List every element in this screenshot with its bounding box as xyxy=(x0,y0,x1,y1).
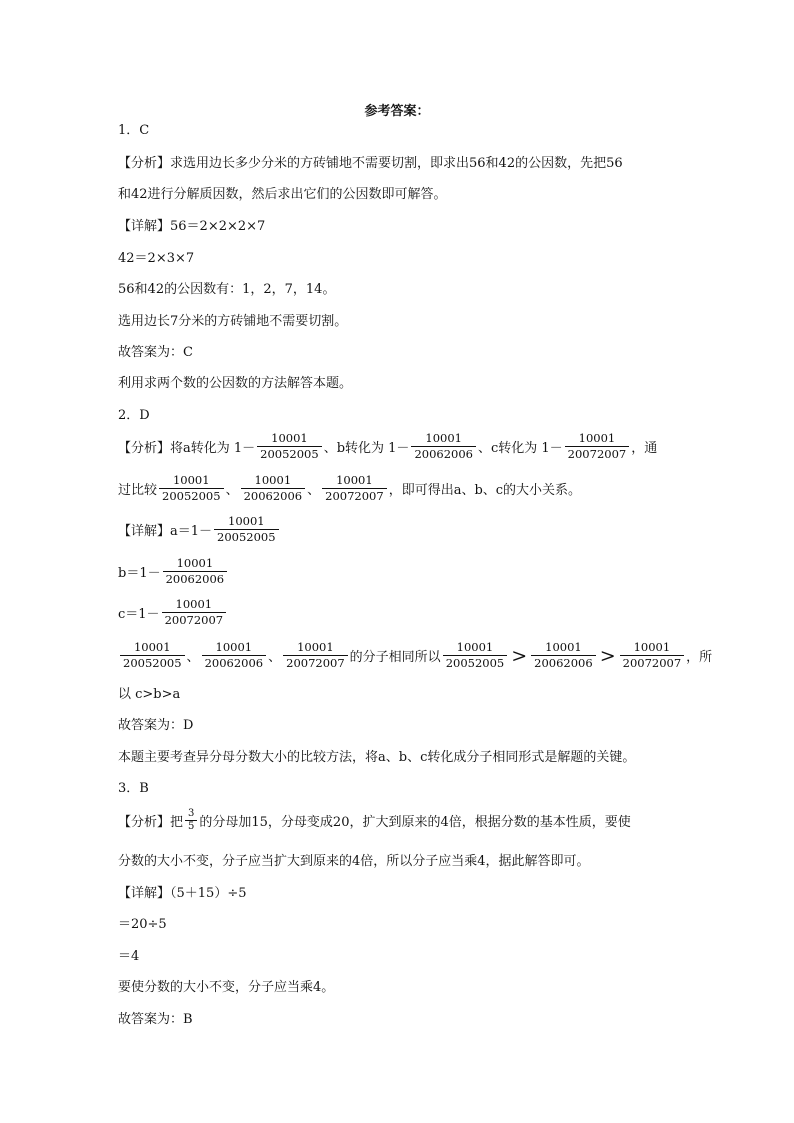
q2-detail-c-label: c＝1－ xyxy=(118,607,160,622)
q2-conclusion: 以 c>b>a xyxy=(118,687,181,702)
q1-detail-line4: 选用边长7分米的方砖铺地不需要切割。 xyxy=(118,314,348,329)
q3-detail-line3: ＝4 xyxy=(118,949,140,964)
q2-analysis-text-c: 、c转化为 1－ xyxy=(477,441,563,456)
fraction-a: $\frac{10001}{20052005}$ xyxy=(159,474,224,503)
q3-analysis-text-b: 的分母加15，分母变成20，扩大到原来的4倍，根据分数的基本性质，要使 xyxy=(199,815,631,830)
q2-comparison-end: ，所 xyxy=(686,650,713,665)
fraction-c: $\frac{10001}{20072007}$ xyxy=(283,641,348,670)
q2-number: 2．D xyxy=(118,408,150,423)
fraction-b: $\frac{10001}{20062006}$ xyxy=(531,641,596,670)
q2-analysis-line1 xyxy=(118,432,657,461)
q2-analysis-text-b: 、b转化为 1－ xyxy=(323,441,410,456)
fraction-a: $\frac{10001}{20052005}$ xyxy=(443,641,508,670)
separator: 、 xyxy=(307,483,321,498)
fraction-c: $\frac{10001}{20072007}$ xyxy=(322,474,387,503)
q2-detail-a-label: 【详解】a＝1－ xyxy=(118,524,213,539)
q3-detail-line4: 要使分数的大小不变，分子应当乘4。 xyxy=(118,980,335,995)
q1-number: 1．C xyxy=(118,123,150,138)
fraction-c: $\frac{10001}{20072007}$ xyxy=(162,598,227,627)
q2-detail-c xyxy=(118,598,228,627)
q2-detail-a xyxy=(118,515,281,544)
fraction-b: $\frac{10001}{20062006}$ xyxy=(411,432,476,461)
fraction-a: $\frac{10001}{20052005}$ xyxy=(214,515,279,544)
q1-analysis-line1: 【分析】求选用边长多少分米的方砖铺地不需要切割，即求出56和42的公因数，先把56 xyxy=(118,156,623,171)
q3-analysis-line1 xyxy=(118,809,631,832)
q1-detail-line3: 56和42的公因数有：1，2，7，14。 xyxy=(118,282,336,297)
fraction-c: $\frac{10001}{20072007}$ xyxy=(620,641,685,670)
q2-comment: 本题主要考查异分母分数大小的比较方法，将a、b、c转化成分子相同形式是解题的关键。 xyxy=(118,750,636,765)
q2-analysis2-text-end: ，即可得出a、b、c的大小关系。 xyxy=(388,483,582,498)
fraction-a: $\frac{10001}{20052005}$ xyxy=(257,432,322,461)
q3-number: 3．B xyxy=(118,781,149,796)
q1-comment: 利用求两个数的公因数的方法解答本题。 xyxy=(118,376,353,391)
q3-detail-line1: 【详解】（5＋15）÷5 xyxy=(118,886,247,901)
separator: 、 xyxy=(225,483,239,498)
separator: 、 xyxy=(268,650,282,665)
q2-answer: 故答案为：D xyxy=(118,718,194,733)
separator: 、 xyxy=(186,650,200,665)
greater-than-sign: > xyxy=(599,644,616,667)
greater-than-sign: > xyxy=(511,644,528,667)
fraction-three-fifths: $\frac{3}{5}$ xyxy=(185,809,197,832)
fraction-b: $\frac{10001}{20062006}$ xyxy=(202,641,267,670)
q2-comparison-text: 的分子相同所以 xyxy=(349,650,441,665)
fraction-b: $\frac{10001}{20062006}$ xyxy=(163,557,228,586)
fraction-c: $\frac{10001}{20072007}$ xyxy=(565,432,630,461)
q2-analysis2-text-a: 过比较 xyxy=(118,483,158,498)
q1-detail-line2: 42＝2×3×7 xyxy=(118,251,195,266)
fraction-a: $\frac{10001}{20052005}$ xyxy=(120,641,185,670)
q1-answer: 故答案为：C xyxy=(118,345,193,360)
q1-analysis-line2: 和42进行分解质因数，然后求出它们的公因数即可解答。 xyxy=(118,187,447,202)
q2-analysis-text-end: ，通 xyxy=(631,441,658,456)
q3-answer: 故答案为：B xyxy=(118,1012,193,1027)
q2-detail-b-label: b＝1－ xyxy=(118,566,161,581)
q1-detail-line1: 【详解】56＝2×2×2×7 xyxy=(118,219,266,234)
q2-analysis-text-a: 【分析】将a转化为 1－ xyxy=(118,441,256,456)
q3-analysis-text-a: 【分析】把 xyxy=(118,815,184,830)
q2-comparison-line xyxy=(118,641,712,670)
q2-detail-b xyxy=(118,557,229,586)
q3-detail-line2: ＝20÷5 xyxy=(118,917,167,932)
page-title: 参考答案： xyxy=(364,104,430,119)
fraction-b: $\frac{10001}{20062006}$ xyxy=(241,474,306,503)
q2-analysis-line2 xyxy=(118,474,581,503)
q3-analysis-line2: 分数的大小不变，分子应当扩大到原来的4倍，所以分子应当乘4，据此解答即可。 xyxy=(118,854,590,869)
